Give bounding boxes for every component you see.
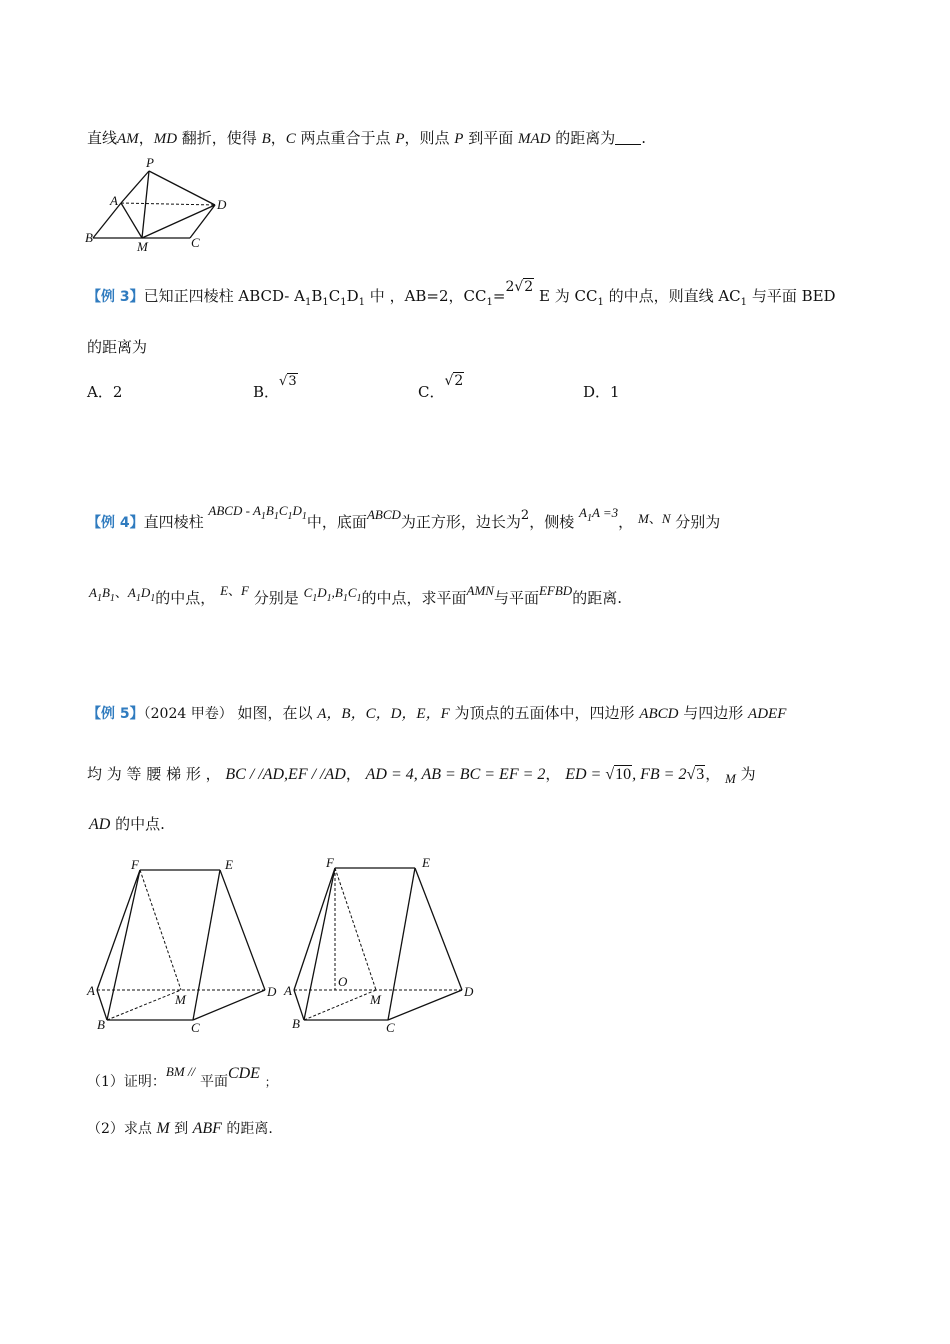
ex3-option-d: D．1 — [583, 383, 620, 401]
answer-blank — [615, 130, 641, 145]
fig1-label-D: D — [217, 197, 227, 212]
fig1-label-M: M — [137, 239, 148, 254]
ex3-option-b: B．√3 — [253, 374, 297, 401]
figR-label-C: C — [386, 1020, 395, 1035]
ex3-option-c: C．√2 — [418, 373, 464, 401]
ex5-question-2: （2）求点 M 到 ABF 的距离. — [87, 1120, 273, 1137]
figR-label-M: M — [370, 992, 381, 1007]
ex4-line2: $A_1B_1$、$A_1D_1$的中点， E、F 分别是 $C_1D_1,B_1C_1$的中点，求平面AMN与平面EFBD的距离. — [89, 583, 622, 607]
q2-continuation: 直线AM，MD 翻折，使得 B，C 两点重合于点 P，则点 P 到平面 MAD 的距离为 . — [87, 129, 647, 147]
figL-label-F: F — [131, 857, 139, 872]
ex3-line1: 【例 3】已知正四棱柱 ABCD- $A_1B_1C_1D_1$ 中 ，AB=2，$CC_1=2√2$ E 为 $CC_1$ 的中点，则直线 $AC_1$ 与平面 BED — [87, 279, 836, 308]
fig1-label-P: P — [146, 155, 154, 170]
ex5-line2: 均 为 等 腰 梯 形 ， BC / /AD,EF / /AD， AD = 4, AB = BC = EF = 2， ED = √10, FB = 2√3， M 为 — [87, 765, 756, 786]
figL-label-A: A — [87, 983, 95, 998]
pentahedron-figure-left — [85, 850, 285, 1040]
fig1-label-A: A — [110, 193, 118, 208]
pentahedron-figure-right — [280, 850, 480, 1040]
figR-label-B: B — [292, 1016, 300, 1031]
ex5-question-1: （1）证明：BM // 平面CDE ； — [87, 1064, 277, 1090]
figR-label-D: D — [464, 984, 474, 999]
figL-label-M: M — [175, 992, 186, 1007]
figR-label-F: F — [326, 855, 334, 870]
ex4-label: 【例 4】 — [87, 515, 144, 531]
fig1-label-B: B — [85, 230, 93, 245]
figL-label-E: E — [225, 857, 233, 872]
ex3-root: 2√2 — [505, 279, 534, 295]
ex5-label: 【例 5】 — [87, 706, 144, 722]
ex3-line2: 的距离为 — [87, 338, 148, 356]
ex5-line1: 【例 5】（2024 甲卷） 如图，在以 A，B，C，D，E，F 为顶点的五面体中，四边形 ABCD 与四边形 ADEF — [87, 704, 787, 722]
figL-label-C: C — [191, 1020, 200, 1035]
ex4-line1: 【例 4】直四棱柱 ABCD - $A_1B_1C_1D_1$中，底面ABCD为正方形，边长为2，侧棱 $A_1A =3$， M、N 分别为 — [87, 503, 721, 531]
figR-label-A: A — [284, 983, 292, 998]
figL-label-D: D — [267, 984, 277, 999]
fold-figure — [85, 155, 245, 255]
figR-label-O: O — [338, 974, 348, 989]
ex3-option-a: A．2 — [87, 383, 123, 401]
figL-label-B: B — [97, 1017, 105, 1032]
fig1-label-C: C — [191, 235, 200, 250]
ex5-line3: AD 的中点. — [89, 815, 165, 833]
figR-label-E: E — [422, 855, 430, 870]
ex3-label: 【例 3】 — [87, 289, 144, 305]
